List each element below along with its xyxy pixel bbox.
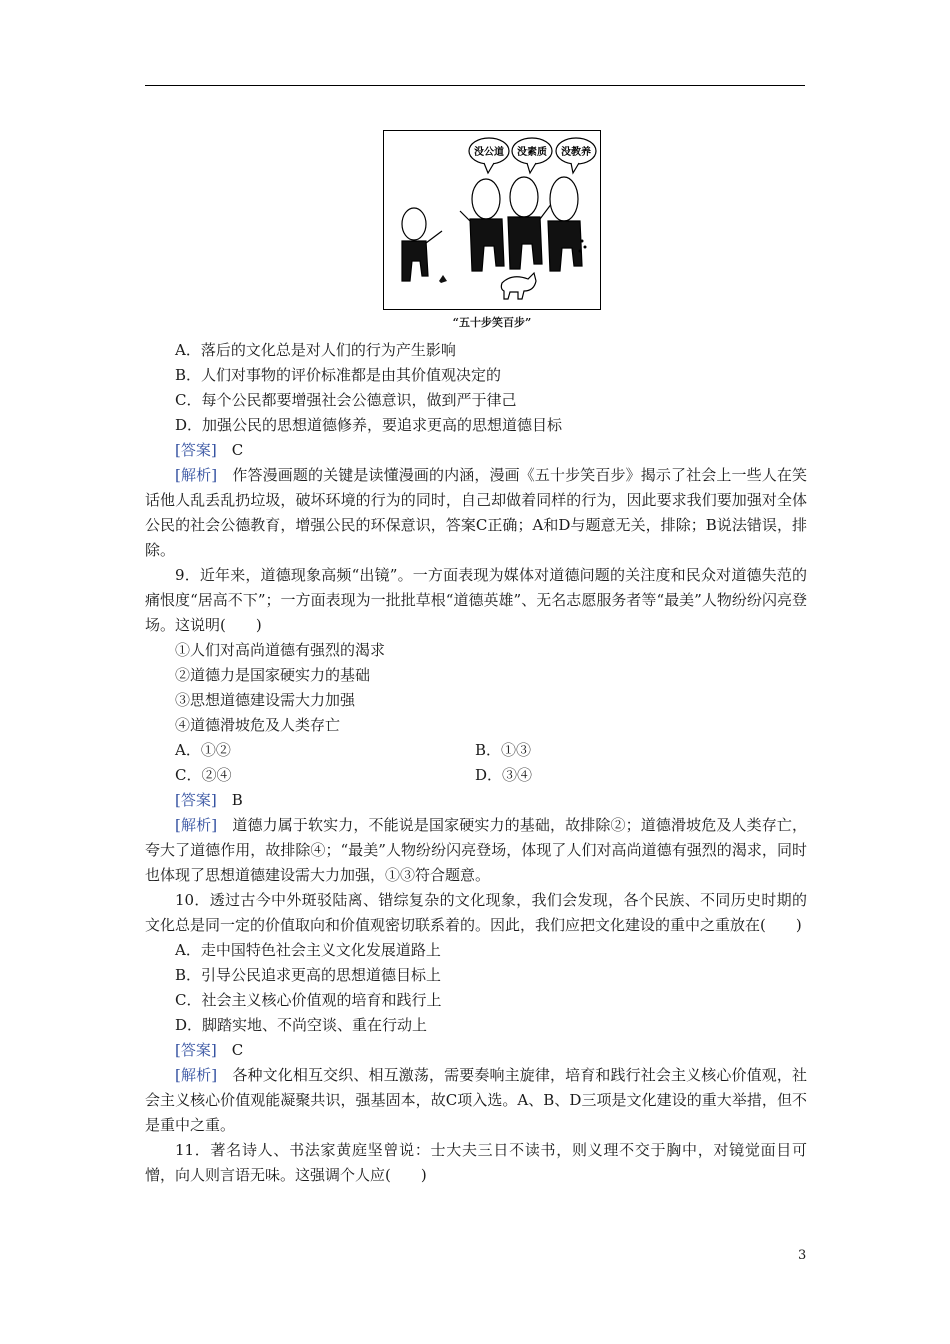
q8-option-a: A．落后的文化总是对人们的行为产生影响 <box>175 341 456 359</box>
q8-analysis <box>145 463 807 563</box>
header-rule <box>145 85 805 86</box>
q10-option-d: D．脚踏实地、不尚空谈、重在行动上 <box>175 1016 428 1034</box>
cartoon-figure <box>383 130 601 310</box>
answer-tag: [答案] <box>175 791 217 809</box>
q9-item-4: ④道德滑坡危及人类存亡 <box>175 716 341 734</box>
q9-item-1: ①人们对高尚道德有强烈的渴求 <box>175 641 386 659</box>
q9-options-row-1 <box>145 738 807 763</box>
analysis-text: 各种文化相互交织、相互激荡，需要奏响主旋律，培育和践行社会主义核心价值观，社会主义核心价值观能凝聚共识，强基固本，故C项入选。A、B、D三项是文化建设的重大举措，但不是重中之重。 <box>145 1066 807 1134</box>
analysis-tag: [解析] <box>175 816 218 834</box>
q9-stem: 9．近年来，道德现象高频“出镜”。一方面表现为媒体对道德问题的关注度和民众对道德失范的痛恨度“居高不下”；一方面表现为一批批草根“道德英雄”、无名志愿服务者等“最美”人物纷纷闪亮登场。这说明( ) <box>145 566 807 634</box>
q8-option-c: C．每个公民都要增强社会公德意识，做到严于律己 <box>175 391 517 409</box>
figure-caption: “五十步笑百步” <box>452 316 532 329</box>
q9-answer <box>145 788 807 813</box>
page-number: 3 <box>798 1248 807 1263</box>
q9-item-3: ③思想道德建设需大力加强 <box>175 691 356 709</box>
answer-value: C <box>231 441 244 459</box>
answer-tag: [答案] <box>175 441 217 459</box>
bubble-text-3: 没教养 <box>561 147 591 158</box>
q8-option-b: B．人们对事物的评价标准都是由其价值观决定的 <box>175 366 502 384</box>
answer-value: C <box>231 1041 244 1059</box>
analysis-text: 作答漫画题的关键是读懂漫画的内涵，漫画《五十步笑百步》揭示了社会上一些人在笑话他人乱丢乱扔垃圾，破坏环境的行为的同时，自己却做着同样的行为，因此要求我们要加强对全体公民的社会公德教育，增强公民的环保意识，答案C正确；A和D与题意无关，排除；B说法错误，排除。 <box>145 466 807 559</box>
q9-option-a: A．①② <box>175 741 231 759</box>
q8-option-d: D．加强公民的思想道德修养，要追求更高的思想道德目标 <box>175 416 563 434</box>
cartoon-illustration <box>384 131 602 311</box>
answer-tag: [答案] <box>175 1041 217 1059</box>
bubble-text-2: 没素质 <box>517 147 547 158</box>
q9-item-2: ②道德力是国家硬实力的基础 <box>175 666 371 684</box>
q10-option-b: B．引导公民追求更高的思想道德目标上 <box>175 966 442 984</box>
q10-stem: 10．透过古今中外斑驳陆离、错综复杂的文化现象，我们会发现，各个民族、不同历史时期的文化总是同一定的价值取向和价值观密切联系着的。因此，我们应把文化建设的重中之重放在( ) <box>145 891 807 934</box>
q9-options-row-2 <box>145 763 807 788</box>
bubble-text-1: 没公道 <box>474 147 504 158</box>
q10-analysis <box>145 1063 807 1138</box>
q11-stem: 11．著名诗人、书法家黄庭坚曾说：士大夫三日不读书，则义理不交于胸中，对镜觉面目可憎，向人则言语无味。这强调个人应( ) <box>145 1141 807 1184</box>
q9-analysis <box>145 813 807 888</box>
analysis-tag: [解析] <box>175 466 218 484</box>
q9-option-c: C．②④ <box>175 766 232 784</box>
q9-option-b: B．①③ <box>475 741 532 759</box>
answer-value: B <box>231 791 243 809</box>
document-body <box>145 338 807 1188</box>
q10-option-a: A．走中国特色社会主义文化发展道路上 <box>175 941 441 959</box>
q10-answer <box>145 1038 807 1063</box>
q10-option-c: C．社会主义核心价值观的培育和践行上 <box>175 991 442 1009</box>
q8-answer <box>145 438 807 463</box>
analysis-text: 道德力属于软实力，不能说是国家硬实力的基础，故排除②；道德滑坡危及人类存亡，夸大了道德作用，故排除④；“最美”人物纷纷闪亮登场，体现了人们对高尚道德有强烈的渴求，同时也体现了思想道德建设需大力加强，①③符合题意。 <box>145 816 807 884</box>
q9-option-d: D．③④ <box>475 766 533 784</box>
analysis-tag: [解析] <box>175 1066 218 1084</box>
